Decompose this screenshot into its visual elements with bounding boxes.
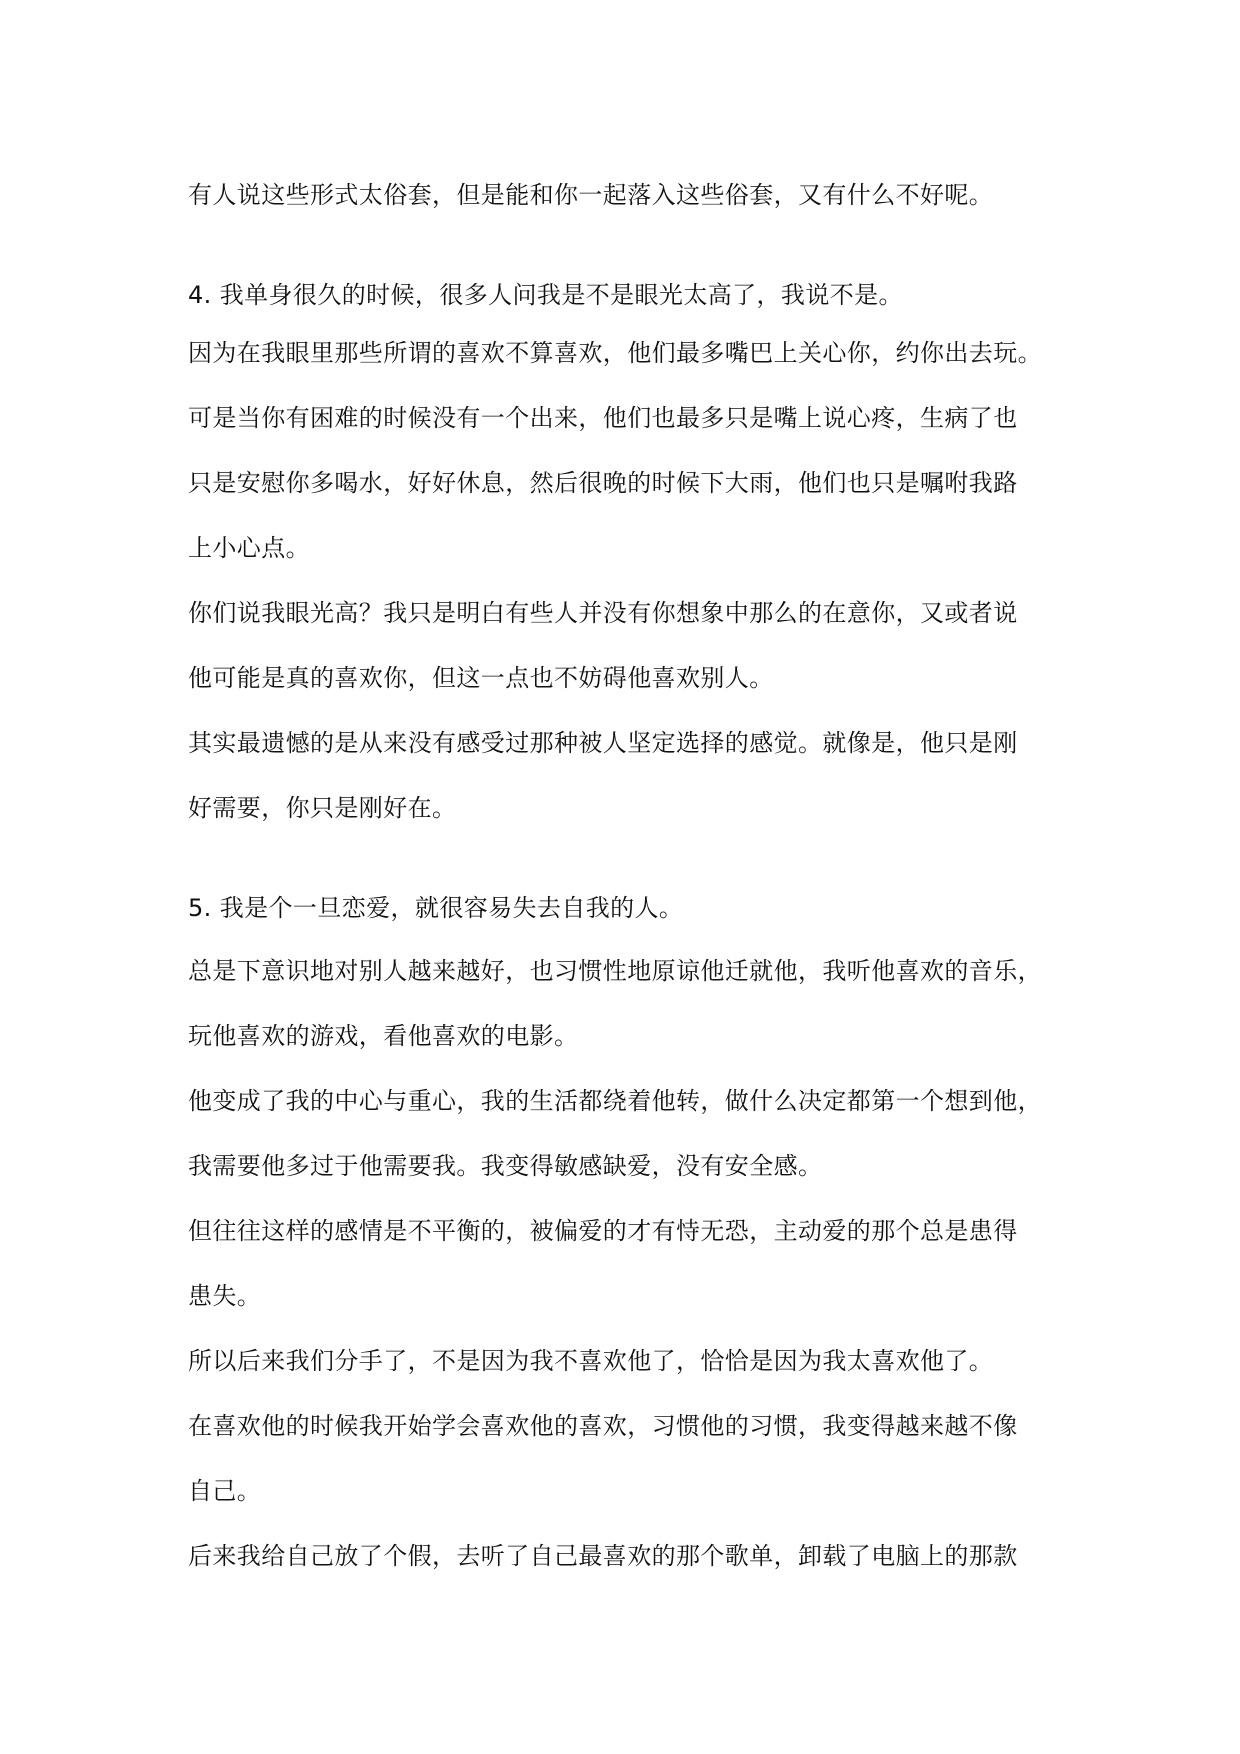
text-line: 但往往这样的感情是不平衡的，被偏爱的才有恃无恐，主动爱的那个总是患得 [188,1217,1018,1245]
text-line: 因为在我眼里那些所谓的喜欢不算喜欢，他们最多嘴巴上关心你，约你出去玩。 [188,339,1042,367]
text-line: 有人说这些形式太俗套，但是能和你一起落入这些俗套，又有什么不好呢。 [188,181,994,209]
section-heading-4: 4. 我单身很久的时候，很多人问我是不是眼光太高了，我说不是。 [188,281,903,309]
text-line: 只是安慰你多喝水，好好休息，然后很晚的时候下大雨，他们也只是嘱咐我路 [188,469,1018,497]
text-line: 上小心点。 [188,534,310,562]
text-line: 好需要，你只是刚好在。 [188,794,457,822]
text-line: 后来我给自己放了个假，去听了自己最喜欢的那个歌单，卸载了电脑上的那款 [188,1542,1018,1570]
text-line: 总是下意识地对别人越来越好，也习惯性地原谅他迁就他，我听他喜欢的音乐， [188,957,1042,985]
text-line: 患失。 [188,1282,262,1310]
text-line: 我需要他多过于他需要我。我变得敏感缺爱，没有安全感。 [188,1152,823,1180]
text-line: 他可能是真的喜欢你，但这一点也不妨碍他喜欢别人。 [188,664,774,692]
text-line: 玩他喜欢的游戏，看他喜欢的电影。 [188,1022,579,1050]
text-line: 他变成了我的中心与重心，我的生活都绕着他转，做什么决定都第一个想到他， [188,1087,1042,1115]
text-line: 其实最遗憾的是从来没有感受过那种被人坚定选择的感觉。就像是，他只是刚 [188,729,1018,757]
text-line: 自己。 [188,1477,262,1505]
text-line: 所以后来我们分手了，不是因为我不喜欢他了，恰恰是因为我太喜欢他了。 [188,1347,994,1375]
text-line: 可是当你有困难的时候没有一个出来，他们也最多只是嘴上说心疼，生病了也 [188,404,1018,432]
text-line: 在喜欢他的时候我开始学会喜欢他的喜欢，习惯他的习惯，我变得越来越不像 [188,1412,1018,1440]
text-line: 你们说我眼光高？我只是明白有些人并没有你想象中那么的在意你，又或者说 [188,599,1018,627]
section-heading-5: 5. 我是个一旦恋爱，就很容易失去自我的人。 [188,894,684,922]
